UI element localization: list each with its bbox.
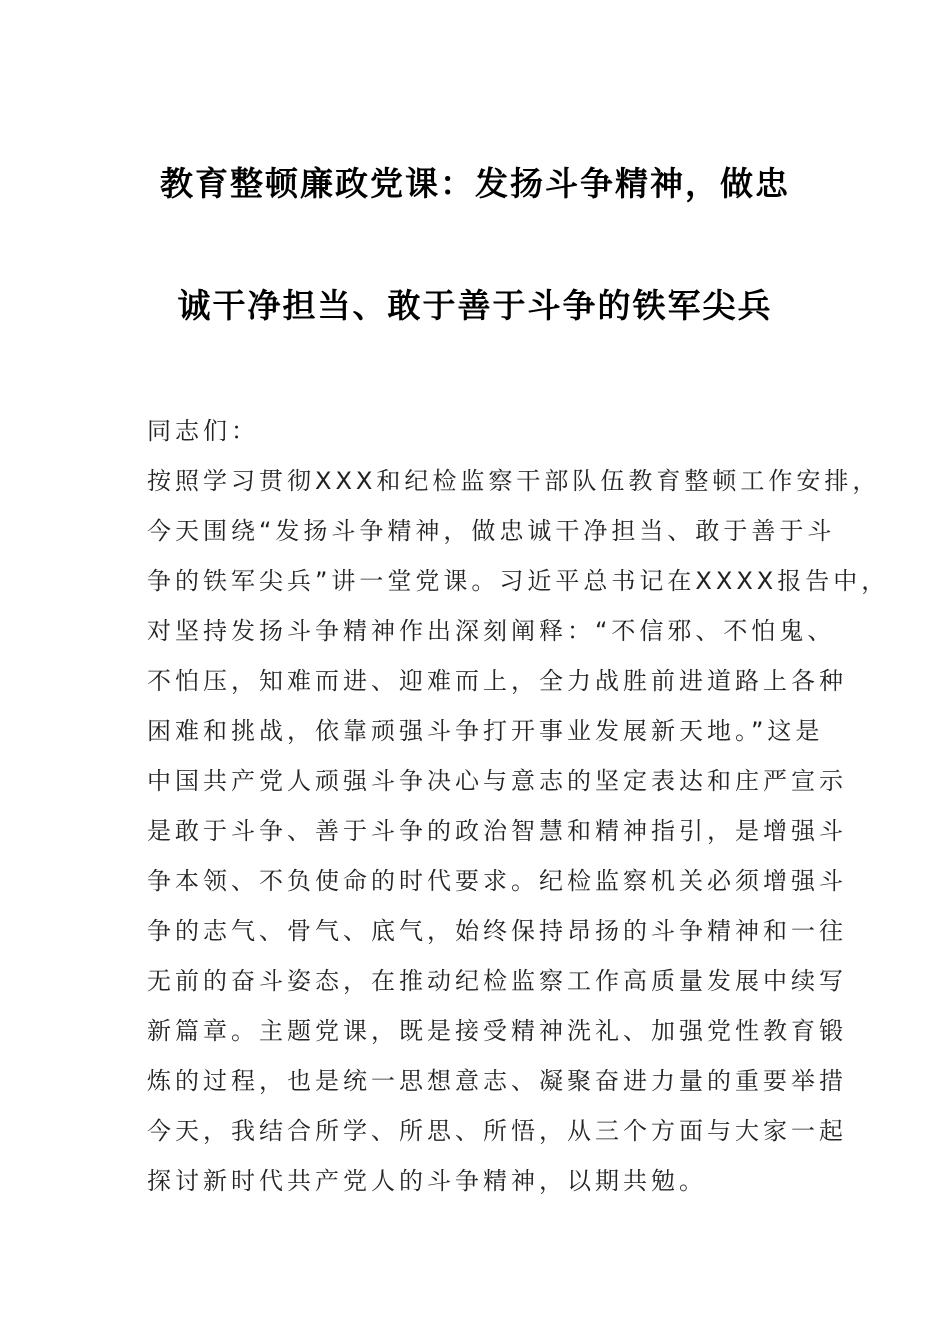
body-line: 争的志气、骨气、底气，始终保持昂扬的斗争精神和一往 (147, 917, 847, 945)
title-line-2: 诚干净担当、敢于善于斗争的铁军尖兵 (177, 286, 773, 325)
body-line: 按照学习贯彻XXX和纪检监察干部队伍教育整顿工作安排， (147, 467, 881, 495)
body-line: 争的铁军尖兵”讲一堂党课。习近平总书记在XXXX报告中， (147, 567, 890, 595)
body-line: 中国共产党人顽强斗争决心与意志的坚定表达和庄严宣示 (147, 767, 847, 795)
body-line: 对坚持发扬斗争精神作出深刻阐释：“不信邪、不怕鬼、 (147, 617, 836, 645)
title-line-1: 教育整顿廉政党课：发扬斗争精神，做忠 (160, 164, 790, 203)
body-line: 探讨新时代共产党人的斗争精神，以期共勉。 (147, 1167, 707, 1195)
body-line: 无前的奋斗姿态，在推动纪检监察工作高质量发展中续写 (147, 967, 847, 995)
body-line: 新篇章。主题党课，既是接受精神洗礼、加强党性教育锻 (147, 1017, 847, 1045)
body-line: 争本领、不负使命的时代要求。纪检监察机关必须增强斗 (147, 867, 847, 895)
body-line: 困难和挑战，依靠顽强斗争打开事业发展新天地。”这是 (147, 717, 824, 745)
body-line: 今天，我结合所学、所思、所悟，从三个方面与大家一起 (147, 1117, 847, 1145)
body-line: 不怕压，知难而进、迎难而上，全力战胜前进道路上各种 (147, 667, 847, 695)
body-line: 今天围绕“发扬斗争精神，做忠诚干净担当、敢于善于斗 (147, 517, 836, 545)
body-line: 炼的过程，也是统一思想意志、凝聚奋进力量的重要举措 (147, 1067, 847, 1095)
salutation: 同志们： (147, 417, 259, 445)
body-line: 是敢于斗争、善于斗争的政治智慧和精神指引，是增强斗 (147, 817, 847, 845)
